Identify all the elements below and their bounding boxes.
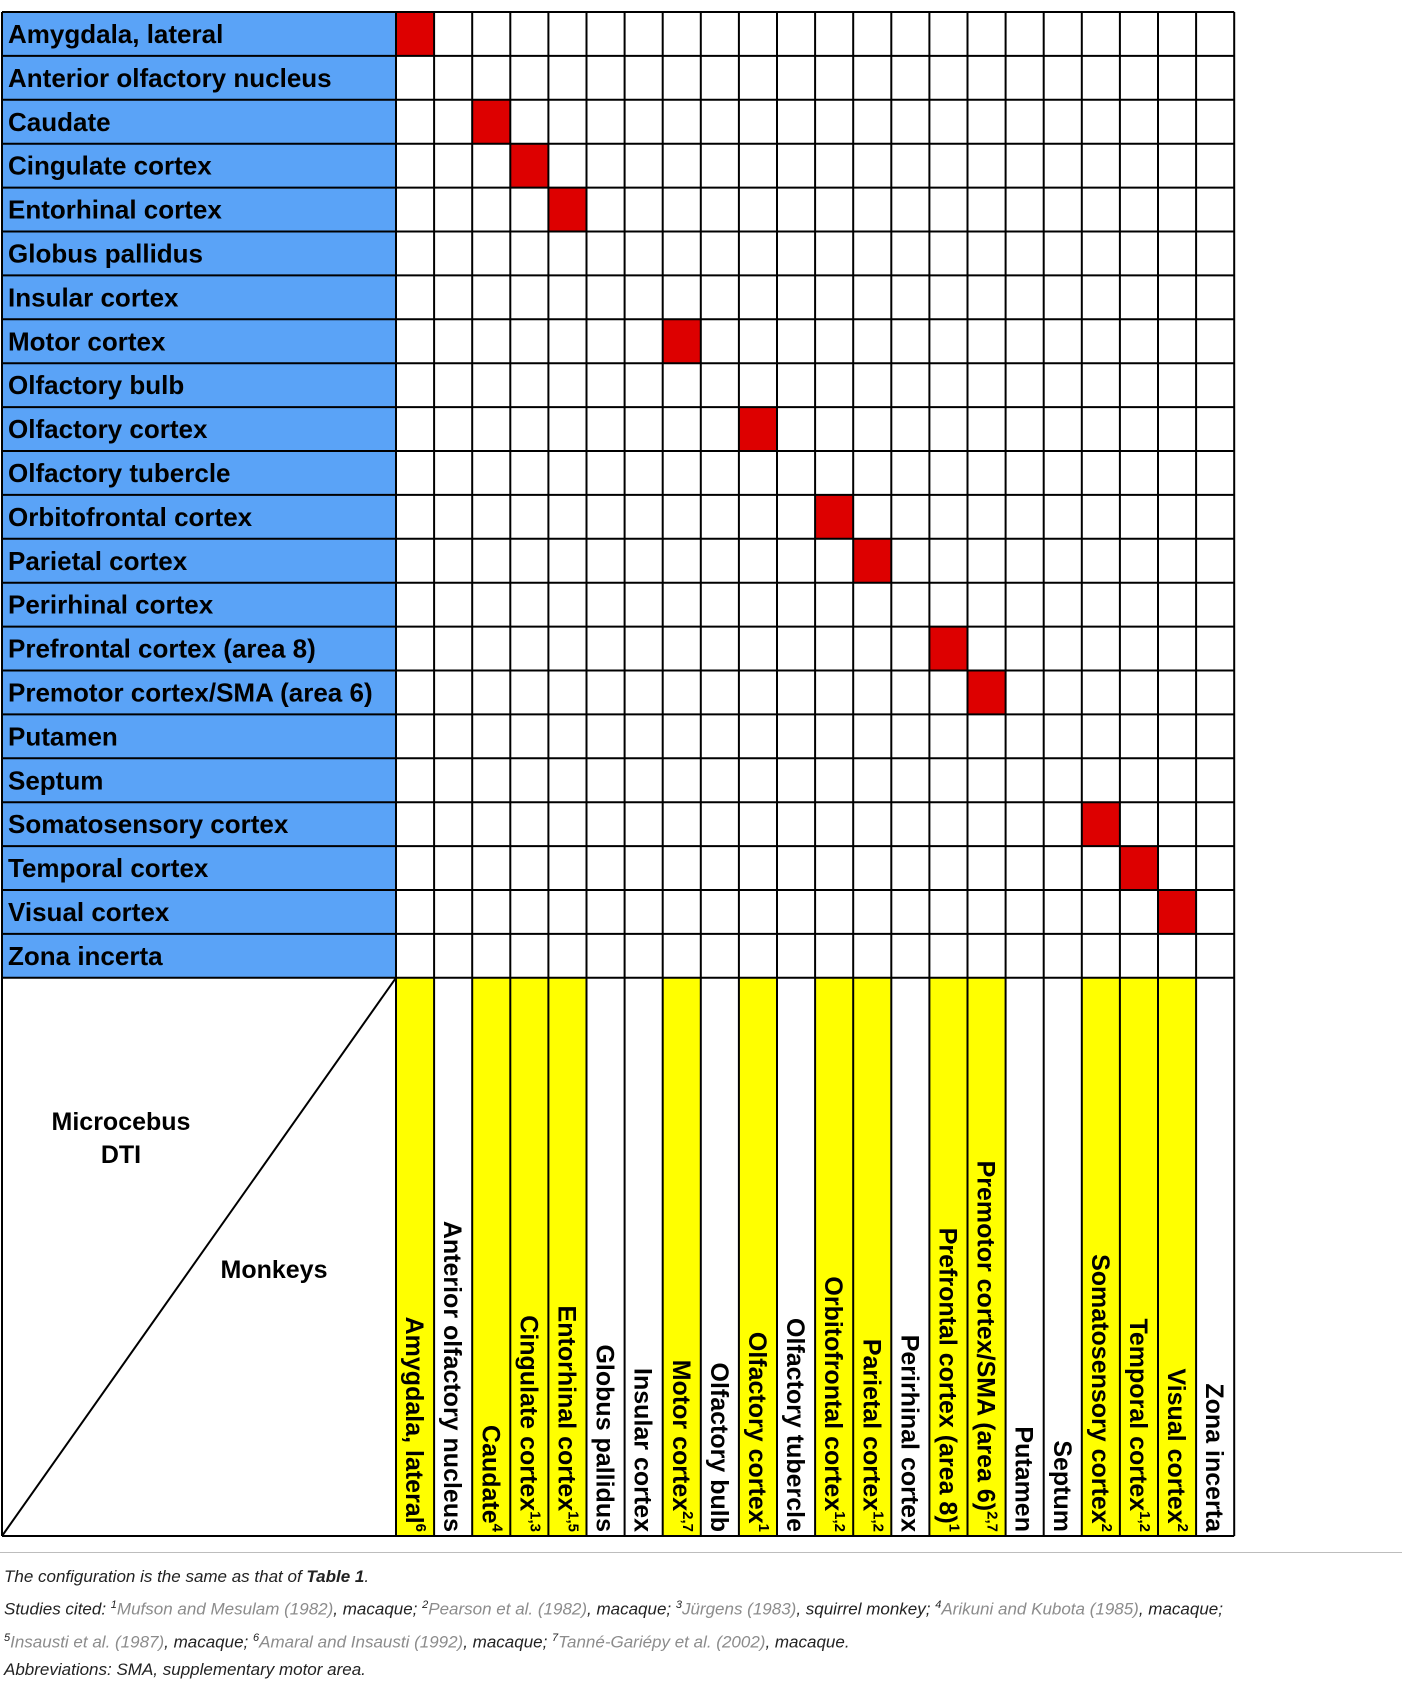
corner-label-microcebus: Microcebus bbox=[51, 1108, 191, 1136]
row-label: Visual cortex bbox=[8, 897, 170, 927]
column-label: Globus pallidus bbox=[590, 1344, 619, 1532]
caption-line-studies-cont bbox=[4, 1624, 1402, 1657]
row-label: Orbitofrontal cortex bbox=[8, 501, 253, 532]
citation-link[interactable]: Tanné-Gariépy et al. (2002) bbox=[558, 1632, 766, 1652]
filled-cell bbox=[1082, 802, 1120, 846]
column-label: Cingulate cortex$^{1,3}$ bbox=[514, 1315, 544, 1532]
column-label: Septum bbox=[1047, 1440, 1076, 1532]
row-label: Putamen bbox=[8, 721, 118, 752]
caption-line-studies bbox=[4, 1591, 1402, 1624]
column-label: Parietal cortex$^{1,2}$ bbox=[857, 1338, 887, 1532]
filled-cell bbox=[968, 671, 1006, 715]
column-label: Putamen bbox=[1009, 1426, 1038, 1532]
column-label: Zona incerta bbox=[1200, 1383, 1229, 1532]
column-label: Temporal cortex$^{1,2}$ bbox=[1123, 1318, 1153, 1532]
row-label: Prefrontal cortex (area 8) bbox=[8, 633, 316, 664]
filled-cell bbox=[472, 100, 510, 144]
citation-link[interactable]: Mufson and Mesulam (1982) bbox=[116, 1599, 334, 1619]
citation-link[interactable]: Jürgens (1983) bbox=[681, 1599, 797, 1619]
caption-text: Studies cited: bbox=[4, 1599, 111, 1619]
column-label: Amygdala, lateral$^6$ bbox=[400, 1316, 430, 1532]
row-label: Entorhinal cortex bbox=[8, 194, 222, 225]
filled-cell bbox=[1158, 890, 1196, 934]
filled-cell bbox=[853, 539, 891, 583]
row-label: Parietal cortex bbox=[8, 545, 188, 576]
citation-number: 7 bbox=[552, 1631, 559, 1644]
corner-label-dti: DTI bbox=[100, 1141, 142, 1169]
row-label: Globus pallidus bbox=[8, 238, 204, 269]
caption-text: , macaque; bbox=[1138, 1599, 1223, 1619]
row-label: Amygdala, lateral bbox=[8, 19, 224, 49]
row-label: Olfactory tubercle bbox=[8, 458, 231, 488]
row-label: Anterior olfactory nucleus bbox=[8, 62, 332, 93]
citation-link[interactable]: Arikuni and Kubota (1985) bbox=[941, 1599, 1139, 1619]
citation-number: 3 bbox=[675, 1599, 682, 1611]
column-label: Visual cortex$^2$ bbox=[1162, 1368, 1192, 1532]
caption-text: , squirrel monkey; bbox=[796, 1599, 936, 1619]
column-label: Perirhinal cortex bbox=[895, 1334, 924, 1532]
corner-label-monkeys: Monkeys bbox=[220, 1256, 328, 1284]
filled-cell bbox=[815, 495, 853, 539]
row-label: Olfactory cortex bbox=[8, 414, 208, 445]
row-label: Septum bbox=[8, 765, 104, 796]
row-label: Cingulate cortex bbox=[8, 150, 212, 181]
column-label: Caudate$^4$ bbox=[476, 1425, 506, 1532]
corner-diagonal bbox=[2, 978, 396, 1536]
caption-line-config: The configuration is the same as that of Table 1. bbox=[4, 1567, 370, 1586]
column-label: Olfactory tubercle bbox=[781, 1318, 810, 1532]
citation-link[interactable]: Amaral and Insausti (1992) bbox=[259, 1632, 464, 1652]
filled-cell bbox=[663, 319, 701, 363]
row-label: Somatosensory cortex bbox=[8, 809, 289, 840]
row-label: Caudate bbox=[8, 106, 111, 137]
row-label: Insular cortex bbox=[8, 282, 179, 313]
column-label: Entorhinal cortex$^{1,5}$ bbox=[552, 1305, 582, 1532]
citation-number: 2 bbox=[422, 1599, 429, 1611]
caption-text: , macaque; bbox=[463, 1632, 553, 1652]
column-label: Orbitofrontal cortex$^{1,2}$ bbox=[819, 1276, 849, 1532]
column-label: Somatosensory cortex$^2$ bbox=[1085, 1254, 1115, 1532]
citation-number: 1 bbox=[110, 1599, 117, 1611]
column-label: Premotor cortex/SMA (area 6)$^{2,7}$ bbox=[971, 1160, 1001, 1532]
filled-cell bbox=[510, 144, 548, 188]
column-label: Olfactory cortex$^1$ bbox=[742, 1331, 772, 1532]
row-label: Olfactory bulb bbox=[8, 370, 185, 401]
row-label: Perirhinal cortex bbox=[8, 589, 214, 620]
caption-text: , macaque; bbox=[333, 1599, 423, 1619]
table-caption bbox=[0, 1552, 1402, 1684]
citation-number: 4 bbox=[935, 1599, 942, 1611]
table-1-reference[interactable]: Table 1 bbox=[306, 1567, 365, 1586]
caption-text: , macaque. bbox=[765, 1632, 850, 1652]
column-label: Anterior olfactory nucleus bbox=[438, 1220, 467, 1532]
citation-link[interactable]: Insausti et al. (1987) bbox=[10, 1632, 165, 1652]
column-label: Olfactory bulb bbox=[704, 1362, 733, 1532]
column-label: Motor cortex$^{2,7}$ bbox=[666, 1359, 696, 1532]
caption-text: , macaque; bbox=[587, 1599, 676, 1619]
filled-cell bbox=[739, 407, 777, 451]
citation-link[interactable]: Pearson et al. (1982) bbox=[428, 1599, 588, 1619]
filled-cell bbox=[1120, 846, 1158, 890]
citation-number: 5 bbox=[4, 1631, 11, 1644]
row-label: Premotor cortex/SMA (area 6) bbox=[8, 677, 373, 708]
filled-cell bbox=[929, 627, 967, 671]
row-label: Zona incerta bbox=[8, 940, 163, 971]
caption-text: , macaque; bbox=[164, 1632, 253, 1652]
filled-cell bbox=[396, 12, 434, 56]
row-label: Temporal cortex bbox=[8, 853, 209, 884]
filled-cell bbox=[548, 188, 586, 232]
column-label: Insular cortex bbox=[628, 1368, 657, 1532]
column-label: Prefrontal cortex (area 8)$^1$ bbox=[933, 1227, 963, 1532]
caption-line-abbreviations: Abbreviations: SMA, supplementary motor area. bbox=[4, 1660, 366, 1680]
row-label: Motor cortex bbox=[8, 326, 166, 357]
citation-number: 6 bbox=[252, 1631, 260, 1644]
